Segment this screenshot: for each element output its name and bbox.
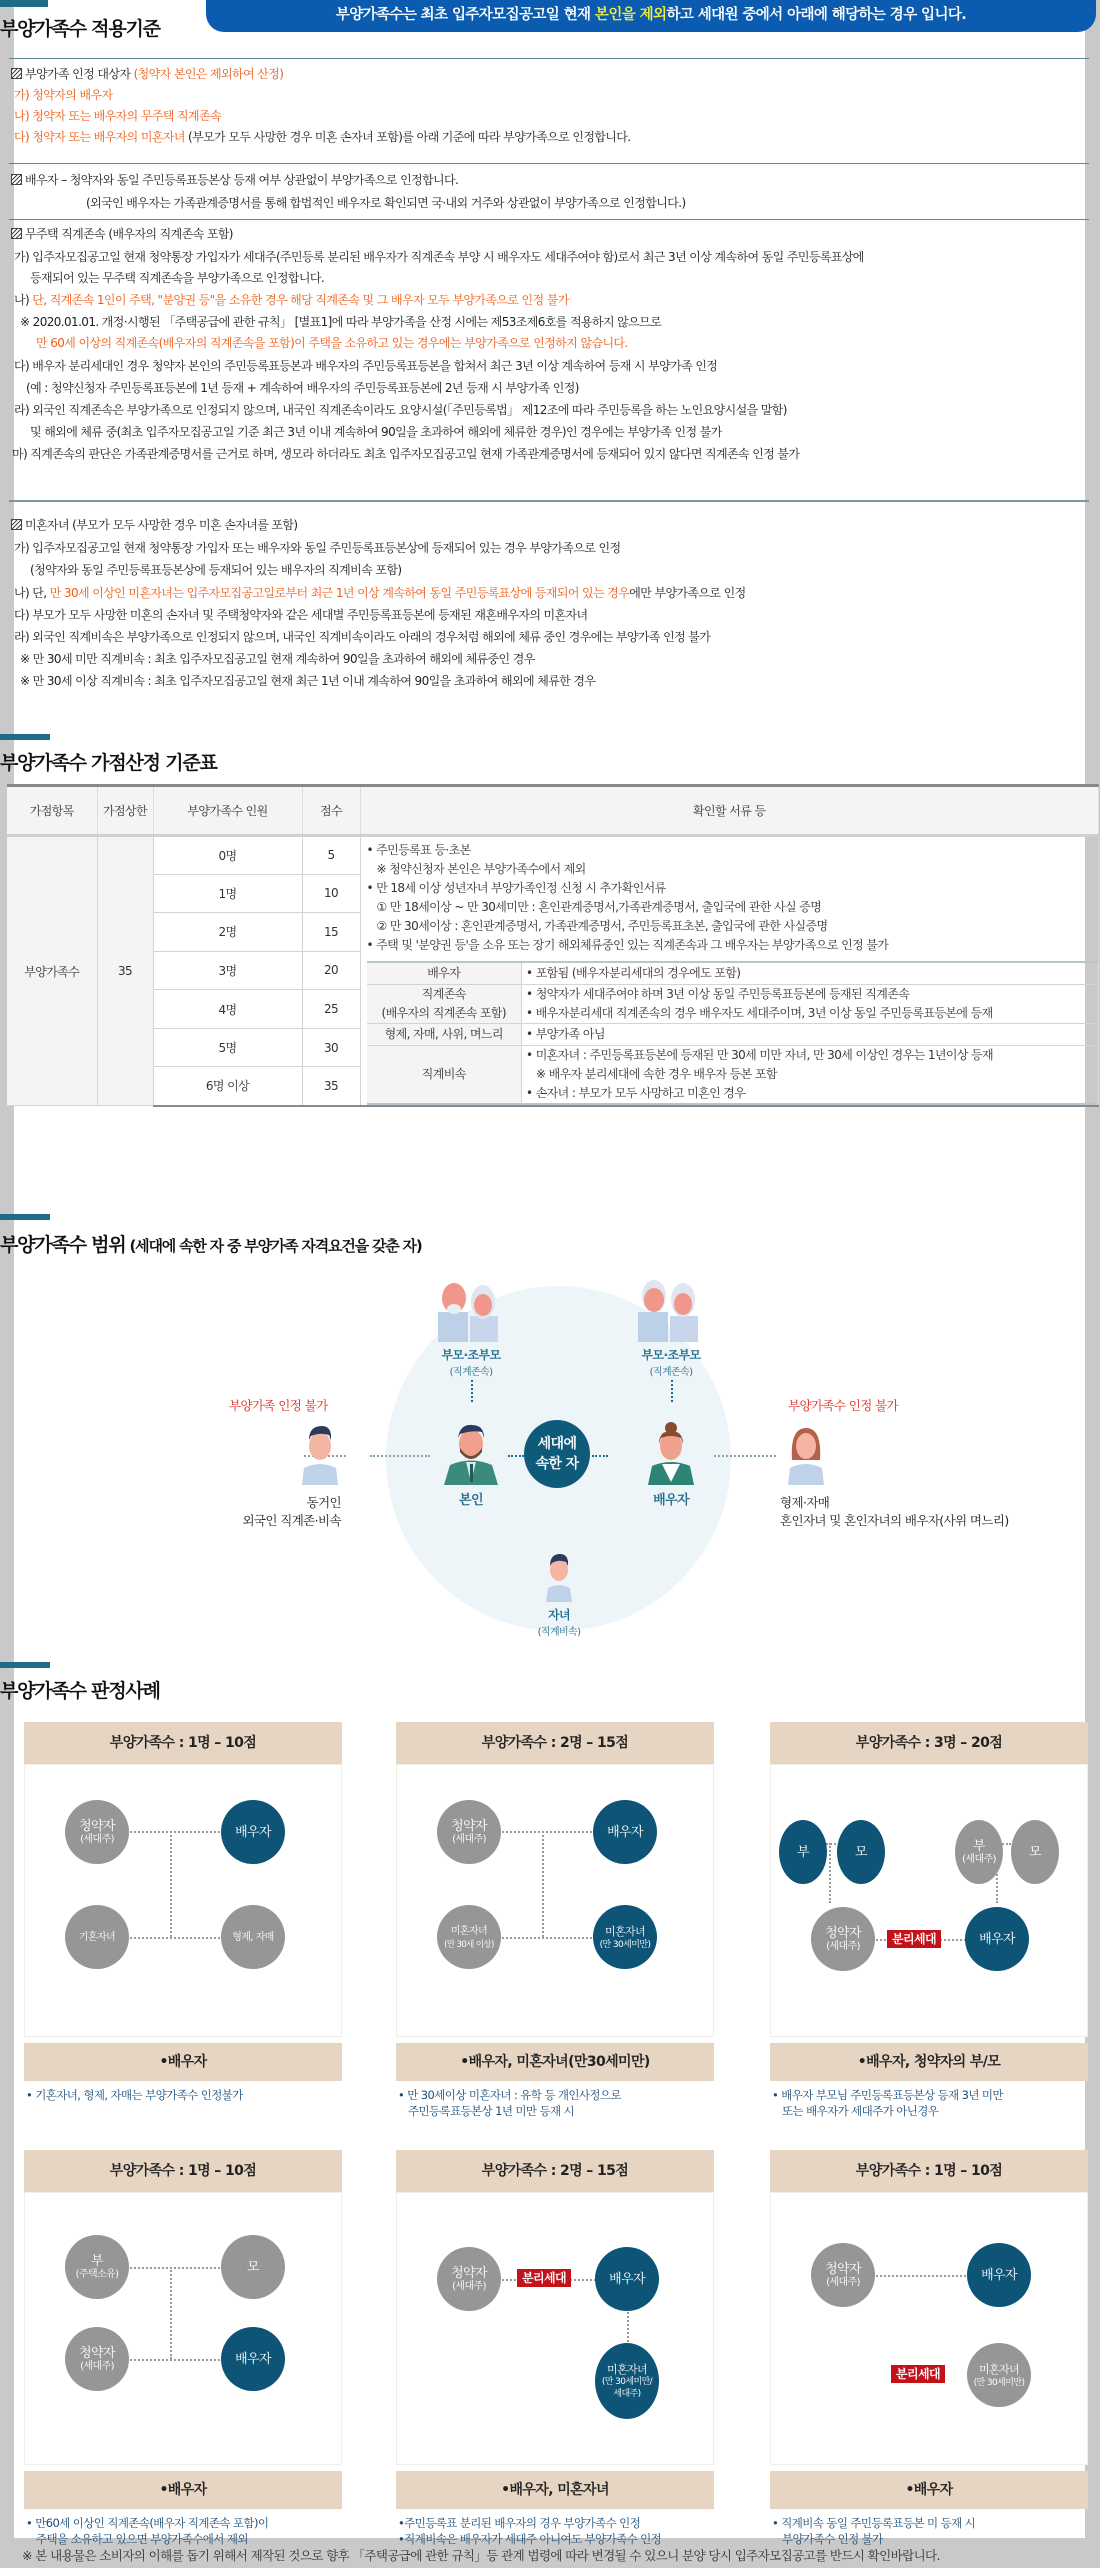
applicant-node: 청약자 (세대주) — [65, 1800, 129, 1864]
spouse-rule-note: (외국인 배우자는 가족관계증명서를 통해 합법적인 배우자로 확인되면 국·내외 거주와 상관없이 부양가족으로 인정합니다.) — [86, 196, 686, 210]
list-item: 다) 배우자 분리세대인 경우 청약자 본인의 주민등록표등본과 배우자의 주민등록표등본을 합쳐서 최근 3년 이상 계속하여 등재 시 부양가족 인정 — [14, 359, 718, 373]
table-row: 직계비속 • 미혼자녀 : 주민등록표등본에 등재된 만 30세 미만 자녀, 만 30세 이상인 경우는 1년이상 등재 ※ 배우자 분리세대에 속한 경우 배우자 등본 포함 • 손자녀 : 부모가 모두 사망하고 미혼인 경우 — [367, 1045, 1098, 1104]
section-application-criteria — [0, 0, 1085, 505]
section-accent-bar — [0, 1662, 50, 1668]
list-item: 나) 단, 만 30세 이상인 미혼자녀는 입주자모집공고일로부터 최근 1년 이상 계속하여 동일 주민등록표상에 등재되어 있는 경우에만 부양가족으로 인정 — [14, 586, 746, 600]
excluded-right-desc: 형제·자매 혼인자녀 및 혼인자녀의 배우자(사위 며느리) — [780, 1495, 1009, 1528]
case-card: 부양가족수 : 3명 – 20점 부 모 부 (세대주) 모 청약자 (세대주) 분리세대 배우자 •배우자, 청약자의 부/모 • 배우자 부모님 주민등록표등본상 등재 3년 미만 또는 배우자가 세대주가 아닌경우 — [770, 1722, 1088, 2119]
list-item: 가) 청약자의 배우자 — [14, 88, 113, 102]
divider — [9, 58, 1089, 59]
excluded-left-desc: 동거인 외국인 직계존·비속 — [242, 1495, 341, 1528]
case-diagram — [24, 1764, 342, 2037]
mother-node: 모 — [221, 2235, 285, 2299]
hatch-icon — [11, 519, 22, 530]
spouse-node: 배우자 — [965, 1907, 1029, 1971]
separated-household-badge: 분리세대 — [517, 2269, 571, 2287]
applicant-node: 청약자 (세대주) — [437, 2247, 501, 2311]
col-header: 가점상한 — [97, 786, 153, 836]
sibling-person — [778, 1420, 834, 1489]
note: ※ 2020.01.01. 개정·시행된 「주택공급에 관한 규칙」 [별표1]에 따라 부양가족을 산정 시에는 제53조제6호를 적용하지 않으므로 — [20, 315, 662, 329]
case-card: 부양가족수 : 1명 – 10점 청약자 (세대주) 배우자 분리세대 미혼자녀 (만 30세미만) •배우자 • 직계비속 동일 주민등록표등본 미 등재 시 부양가족수 인정 불가 — [770, 2150, 1088, 2547]
woman-icon — [636, 1420, 706, 1485]
separated-household-badge: 분리세대 — [887, 1930, 941, 1948]
table-row: 배우자 • 포함됨 (배우자분리세대의 경우에도 포함) — [367, 962, 1098, 984]
household-member-badge: 세대에 속한 자 — [524, 1420, 590, 1488]
list-item: 다) 청약자 또는 배우자의 미혼자녀 (부모가 모두 사망한 경우 미혼 손자녀 포함)를 아래 기준에 따라 부양가족으로 인정합니다. — [14, 130, 631, 144]
case-diagram — [770, 1764, 1088, 2037]
table-row: 5명 30 — [7, 1028, 1099, 1067]
case-diagram — [770, 2192, 1088, 2465]
father-node: 부 (주택소유) — [65, 2235, 129, 2299]
section-title: 부양가족수 범위 (세대에 속한 자 중 부양가족 자격요건을 갖춘 자) — [0, 1234, 422, 1256]
table-row: 3명 20 — [7, 951, 1099, 990]
grandparents-icon — [626, 1276, 716, 1342]
note: ※ 만 30세 미만 직계비속 : 최초 입주자모집공고일 현재 계속하여 90일을 초과하여 해외에 체류중인 경우 — [20, 652, 535, 666]
score-cell: 5 — [302, 836, 360, 875]
recognition-target-heading: 부양가족 인정 대상자 (청약자 본인은 제외하여 산정) — [11, 66, 283, 82]
parents-right: 부모·조부모 (직계존속) — [626, 1276, 716, 1378]
table-row: 4명 25 — [7, 990, 1099, 1029]
children-heading: 미혼자녀 (부모가 모두 사망한 경우 미혼 손자녀를 포함) — [11, 517, 298, 533]
divider — [9, 500, 1089, 502]
list-item: 라) 외국인 직계존속은 부양가족으로 인정되지 않으며, 내국인 직계존속이라도 요양시설(「주민등록법」 제12조에 따라 주민등록을 하는 노인요양시설을 말함) — [14, 403, 787, 417]
woman-icon — [778, 1420, 834, 1485]
list-item: 마) 직계존속의 판단은 가족관계증명서를 근거로 하며, 생모라 하더라도 최초 입주자모집공고일 현재 가족관계증명서에 등재되어 있지 않다면 직계존속 인정 불가 — [12, 447, 800, 461]
married-child-node: 기혼자녀 — [65, 1905, 129, 1969]
connector — [592, 1455, 608, 1457]
unmarried-child-node: 미혼자녀 (만 30세 이상) — [437, 1905, 501, 1969]
section-scope-diagram — [0, 1198, 1085, 1650]
unmarried-child-node: 미혼자녀 (만 30세미만/ 세대주) — [595, 2343, 659, 2419]
documents-cell: • 주민등록표 등·초본 ※ 청약신청자 본인은 부양가족수에서 제외 • 만 18세 이상 성년자녀 부양가족인정 신청 시 추가확인서류 ① 만 18세이상 ~ 만 30세미만 : 혼인관계증명서,가족관계증명서, 출입국에 관한 사실 증명 ② 만 30세이상 : 혼인관계증명서, 가족관계증명서, 주민등록표초본, 출입국에 관한 사실증명 • 주택 및 '분양권 등'을 소유 또는 장기 해외체류중인 있는 직계존속과 그 배우자는 부양가족으로 인정 불가 배우자 • 포함됨 (배우자분리세대의 경우에도 포함) 직계존속 (배우자의 직계존속 포함) • 청약자가 세대주여야 하며 3년 이상 동일 주민등록표등본에 등재된 직계존속 • 배우자분리세대 직계존속의 경우 배우자도 세대주이며, 3년 이상 동일 주민등록표등본에 등재 형제, 자매, 사위, 며느리 • 부양가족 아님 직계비속 • 미혼자녀 : 주민등록표등본에 등재된 만 30세 미만 자녀, 만 30세 이상인 경우는 1년이상 등재 ※ 배우자 분리세대에 속한 경우 배우자 등본 포함 • 손자녀 : 부모가 모두 사망하고 미혼인 경우 — [360, 836, 1099, 1106]
case-diagram — [396, 2192, 714, 2465]
section-case-examples — [0, 1650, 1085, 2546]
table-row: 직계존속 (배우자의 직계존속 포함) • 청약자가 세대주여야 하며 3년 이상 동일 주민등록표등본에 등재된 직계존속 • 배우자분리세대 직계존속의 경우 배우자도 세대주이며, 3년 이상 동일 주민등록표등본에 등재 — [367, 984, 1098, 1023]
note: ※ 만 30세 이상 직계비속 : 최초 입주자모집공고일 현재 최근 1년 이내 계속하여 90일을 초과하여 해외에 체류한 경우 — [20, 674, 596, 688]
parents-left: 부모·조부모 (직계존속) — [426, 1276, 516, 1378]
spouse-node: 배우자 — [221, 2327, 285, 2391]
ascendant-heading: 무주택 직계존속 (배우자의 직계존속 포함) — [11, 226, 233, 242]
table-header-row — [7, 786, 1099, 836]
case-diagram — [24, 2192, 342, 2465]
divider — [9, 219, 1089, 220]
child-person: 자녀 (직계비속) — [536, 1550, 582, 1638]
man-icon — [292, 1420, 348, 1485]
score-table — [7, 784, 1099, 1107]
hatch-icon — [11, 174, 22, 185]
section-accent-bar — [0, 0, 48, 7]
mother-node: 모 — [837, 1820, 885, 1884]
count-cell: 0명 — [153, 836, 302, 875]
info-banner: 부양가족수는 최초 입주자모집공고일 현재 본인을 제외하고 세대원 중에서 아래에 해당하는 경우 입니다. — [206, 0, 1096, 32]
case-diagram — [396, 1764, 714, 2037]
banner-highlight-exclude: 제외 — [639, 7, 667, 23]
self-person: 본인 — [436, 1420, 506, 1508]
table-row — [7, 836, 1099, 875]
hatch-icon — [11, 68, 22, 79]
section-title: 부양가족수 판정사례 — [0, 1680, 160, 1702]
spouse-node: 배우자 — [593, 1800, 657, 1864]
list-item: 나) 청약자 또는 배우자의 무주택 직계존속 — [14, 109, 222, 123]
item-cell: 부양가족수 — [7, 836, 97, 1106]
connector — [508, 1455, 524, 1457]
table-row: 형제, 자매, 사위, 며느리 • 부양가족 아님 — [367, 1023, 1098, 1045]
spouse-rule: 배우자 – 청약자와 동일 주민등록표등본상 등재 여부 상관없이 부양가족으로 인정합니다. — [11, 172, 458, 188]
section-accent-bar — [0, 734, 50, 740]
connector — [671, 1380, 673, 1402]
section-title: 부양가족수 적용기준 — [0, 18, 160, 40]
hatch-icon — [11, 228, 22, 239]
list-item: 가) 입주자모집공고일 현재 청약통장 가입자가 세대주(주민등록 분리된 배우자가 직계존속 부양 시 배우자도 세대주여야 함)로서 최근 3년 이상 계속하여 동일 주민등록표상에 — [14, 250, 864, 264]
spouse-mother-node: 모 — [1011, 1820, 1059, 1884]
list-item: 라) 외국인 직계비속은 부양가족으로 인정되지 않으며, 내국인 직계비속이라도 아래의 경우처럼 해외에 체류 중인 경우에는 부양가족 인정 불가 — [14, 630, 711, 644]
man-icon — [436, 1420, 506, 1485]
col-header: 가점항목 — [7, 786, 97, 836]
applicant-node: 청약자 (세대주) — [437, 1800, 501, 1864]
unmarried-child-node: 미혼자녀 (만 30세미만) — [967, 2343, 1031, 2407]
cap-cell: 35 — [97, 836, 153, 1106]
relation-subtable — [367, 961, 1099, 1105]
spouse-node: 배우자 — [595, 2247, 659, 2311]
case-card: 부양가족수 : 2명 – 15점 청약자 (세대주) 배우자 미혼자녀 (만 30세 이상) 미혼자녀 (만 30세미만) •배우자, 미혼자녀(만30세미만) • 만 30세이상 미혼자녀 : 유학 등 개인사정으로 주민등록표등본상 1년 미만 등재 시 — [396, 1722, 714, 2119]
list-item: 가) 입주자모집공고일 현재 청약통장 가입자 또는 배우자와 동일 주민등록표등본상에 등재되어 있는 경우 부양가족으로 인정 — [14, 541, 621, 555]
table-row: 6명 이상 35 — [7, 1067, 1099, 1106]
not-recognized-label: 부양가족수 인정 불가 — [788, 1398, 899, 1413]
case-card: 부양가족수 : 1명 – 10점 청약자 (세대주) 배우자 기혼자녀 형제, 자매 •배우자 • 기혼자녀, 형제, 자매는 부양가족수 인정불가 — [24, 1722, 342, 2103]
connector — [370, 1455, 430, 1457]
child-icon — [536, 1550, 582, 1602]
section-unmarried-children — [14, 505, 1085, 720]
connector — [714, 1455, 776, 1457]
list-item: 및 해외에 체류 중(최초 입주자모집공고일 기준 최근 3년 이내 계속하여 90일을 초과하여 해외에 체류한 경우)인 경우에는 부양가족 인정 불가 — [30, 425, 722, 439]
spouse-person: 배우자 — [636, 1420, 706, 1508]
list-item: 나) 단, 직계존속 1인이 주택, "분양권 등"을 소유한 경우 해당 직계존속 및 그 배우자 모두 부양가족으로 인정 불가 — [14, 293, 569, 307]
table-row: 2명 15 — [7, 913, 1099, 952]
list-item: (예 : 청약신청자 주민등록표등본에 1년 등재 + 계속하여 배우자의 주민등록표등본에 2년 등재 시 부양가족 인정) — [26, 381, 579, 395]
banner-highlight-self: 본인을 — [594, 7, 636, 23]
case-card: 부양가족수 : 2명 – 15점 청약자 (세대주) 분리세대 배우자 미혼자녀 (만 30세미만/ 세대주) •배우자, 미혼자녀 •주민등록표 분리된 배우자의 경우 부양가족수 인정 •직계비속은 배우자가 세대주 아니여도 부양가족수 인정 — [396, 2150, 714, 2547]
spouse-node: 배우자 — [221, 1800, 285, 1864]
list-item: 다) 부모가 모두 사망한 미혼의 손자녀 및 주택청약자와 같은 세대별 주민등록표등본에 등재된 재혼배우자의 미혼자녀 — [14, 608, 588, 622]
applicant-node: 청약자 (세대주) — [811, 2243, 875, 2307]
spouse-node: 배우자 — [967, 2243, 1031, 2307]
table-row: 1명 10 — [7, 874, 1099, 913]
spouse-father-node: 부 (세대주) — [955, 1820, 1003, 1884]
section-score-table — [0, 720, 1085, 1198]
grandparents-icon — [426, 1276, 516, 1342]
section-title: 부양가족수 가점산정 기준표 — [0, 752, 217, 774]
col-header: 부양가족수 인원 — [153, 786, 302, 836]
col-header: 확인할 서류 등 — [360, 786, 1099, 836]
disclaimer-footer: ※ 본 내용물은 소비자의 이해를 돕기 위해서 제작된 것으로 향후 「주택공급에 관한 규칙」등 관계 법령에 따라 변경될 수 있으니 분양 당시 입주자모집공고를 반드시 확인바랍니다. — [22, 2548, 940, 2563]
unmarried-child-node: 미혼자녀 (만 30세미만) — [593, 1905, 657, 1969]
case-card: 부양가족수 : 1명 – 10점 부 (주택소유) 모 청약자 (세대주) 배우자 •배우자 • 만60세 이상인 직계존속(배우자 직계존속 포함)이 주택을 소유하고 있으면 부양가족수에서 제외 — [24, 2150, 342, 2547]
not-recognized-label: 부양가족 인정 불가 — [229, 1398, 328, 1413]
connector — [471, 1380, 473, 1402]
list-item: 등재되어 있는 무주택 직계존속을 부양가족으로 인정합니다. — [30, 271, 325, 285]
applicant-node: 청약자 (세대주) — [65, 2327, 129, 2391]
section-accent-bar — [0, 1214, 50, 1220]
col-header: 점수 — [302, 786, 360, 836]
list-item: (청약자와 동일 주민등록표등본상에 등재되어 있는 배우자의 직계비속 포함) — [30, 563, 402, 577]
note: 만 60세 이상의 직계존속(배우자의 직계존속을 포함)이 주택을 소유하고 있는 경우에는 부양가족으로 인정하지 않습니다. — [36, 336, 628, 350]
separated-household-badge: 분리세대 — [891, 2365, 945, 2383]
father-node: 부 — [779, 1820, 827, 1884]
applicant-node: 청약자 (세대주) — [811, 1907, 875, 1971]
sibling-node: 형제, 자매 — [221, 1905, 285, 1969]
divider — [9, 163, 1089, 164]
cohabitant-person — [292, 1420, 348, 1489]
